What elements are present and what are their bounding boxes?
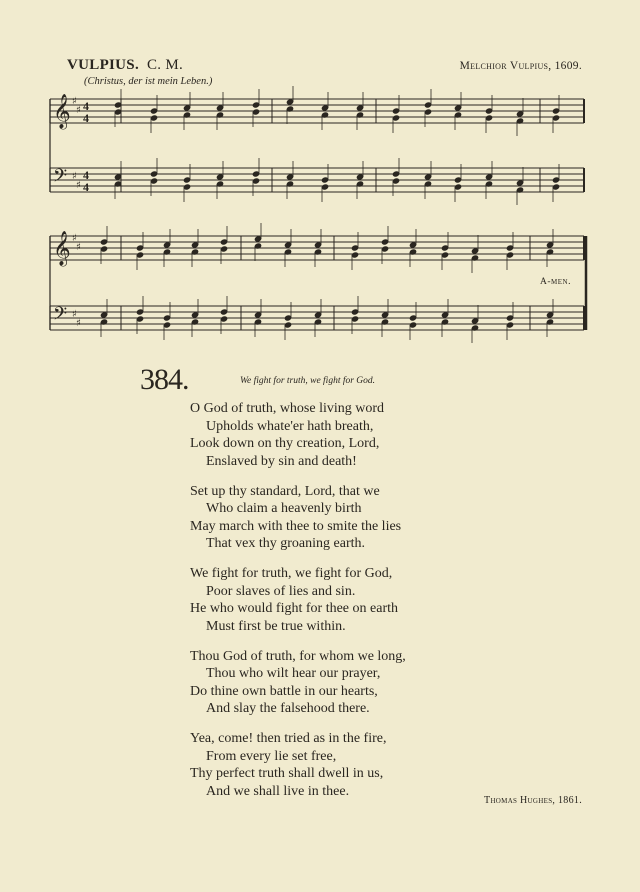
verse-line: Upholds whate'er hath breath,	[206, 418, 374, 434]
verse-line: Enslaved by sin and death!	[206, 453, 357, 469]
sharp-icon: ♯	[76, 180, 81, 191]
hymn-text	[190, 400, 406, 813]
sharp-icon: ♯	[72, 96, 77, 107]
verse-line: From every lie set free,	[206, 748, 337, 764]
verse-line: Who claim a heavenly birth	[206, 501, 362, 516]
tune-title: VULPIUS. C. M.	[67, 57, 184, 73]
stanza	[190, 483, 406, 553]
time-signature-bottom: 4	[83, 111, 89, 125]
time-signature-bottom: 4	[83, 180, 89, 194]
sharp-icon: ♯	[72, 233, 77, 244]
treble-clef-icon: 𝄞	[53, 94, 71, 129]
verse-line: And slay the falsehood there.	[206, 701, 370, 716]
stanza	[190, 565, 406, 635]
amen-label: A-men.	[540, 277, 571, 287]
sharp-icon: ♯	[76, 105, 81, 116]
verse-line: O God of truth, whose living word	[190, 401, 385, 416]
verse-line: Set up thy standard, Lord, that we	[190, 483, 380, 499]
tune-original-title: (Christus, der ist mein Leben.)	[84, 76, 213, 87]
bass-clef-icon: 𝄢	[53, 166, 68, 191]
verse-line: May march with thee to smite the lies	[190, 518, 402, 534]
verse-line: Thou who wilt hear our prayer,	[206, 666, 381, 681]
verse-line: Must first be true within.	[206, 618, 346, 634]
composer-credit: Melchior Vulpius, 1609.	[459, 60, 582, 72]
sharp-icon: ♯	[76, 242, 81, 253]
verse-line: Yea, come! then tried as in the fire,	[190, 731, 387, 746]
time-signature-top: 4	[83, 168, 89, 182]
hymn-score	[0, 0, 640, 360]
verse-line: Poor slaves of lies and sin.	[206, 583, 356, 599]
sharp-icon: ♯	[72, 171, 77, 182]
verse-line: Look down on thy creation, Lord,	[190, 436, 380, 451]
stanza	[190, 648, 406, 718]
verse-line: Do thine own battle in our hearts,	[190, 683, 378, 699]
verse-line: And we shall live in thee.	[206, 783, 350, 799]
meter: C. M.	[147, 57, 184, 73]
sharp-icon: ♯	[72, 309, 77, 320]
sharp-icon: ♯	[76, 318, 81, 329]
author-credit: Thomas Hughes, 1861.	[484, 795, 582, 806]
bass-clef-icon: 𝄢	[53, 304, 68, 329]
treble-clef-icon: 𝄞	[53, 231, 71, 266]
verse-line: Thou God of truth, for whom we long,	[190, 648, 406, 664]
verse-line: That vex thy groaning earth.	[206, 536, 366, 551]
hymn-number: 384.	[140, 363, 189, 396]
stanza	[190, 400, 406, 470]
verse-line: He who would fight for thee on earth	[190, 601, 398, 616]
verse-line: We fight for truth, we fight for God,	[190, 566, 393, 581]
time-signature-top: 4	[83, 99, 89, 113]
hymn-heading: We fight for truth, we fight for God.	[240, 376, 376, 386]
stanza	[190, 730, 406, 800]
verse-line: Thy perfect truth shall dwell in us,	[190, 766, 384, 781]
